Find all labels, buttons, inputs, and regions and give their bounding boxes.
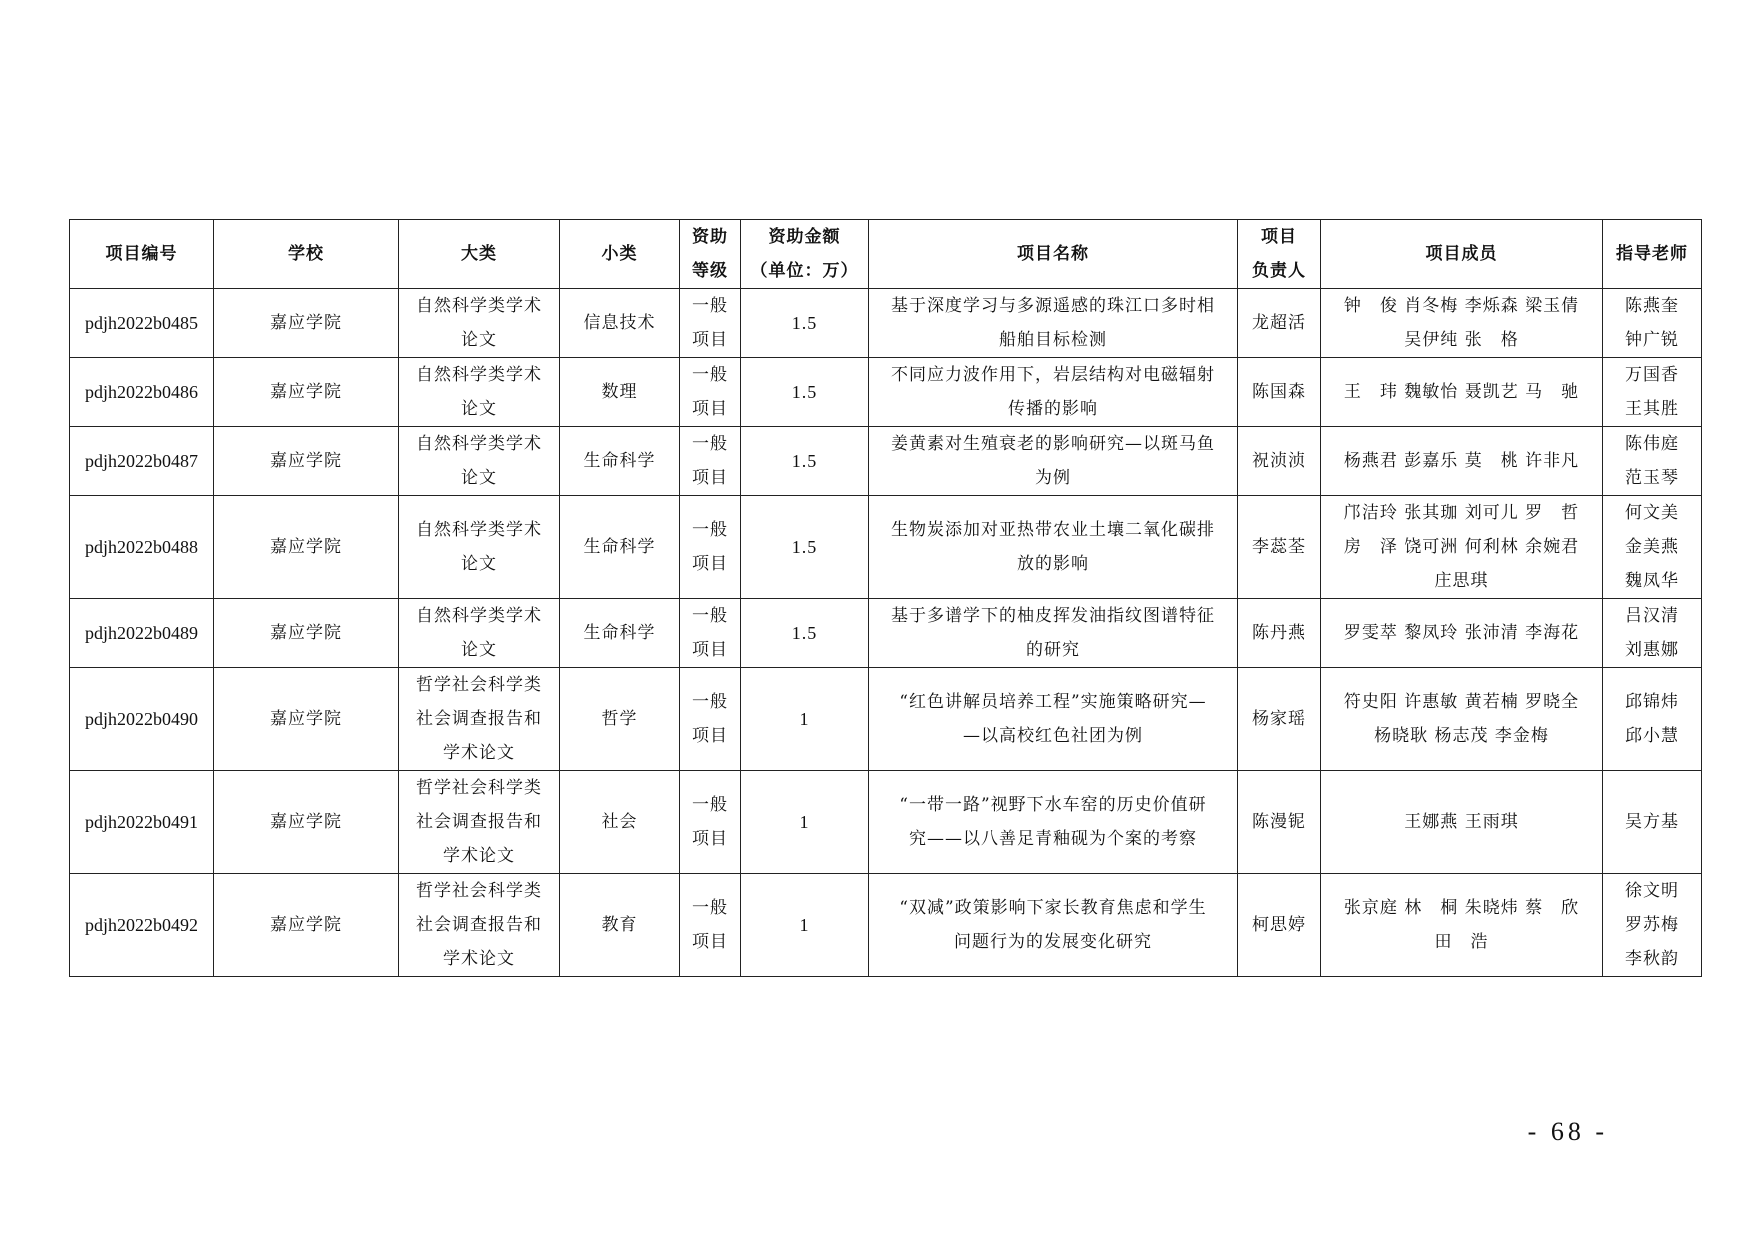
cell-title-line: —以高校红色社团为例: [963, 726, 1143, 746]
table-row: [70, 599, 1702, 668]
cell-category: [399, 599, 560, 668]
cell-category: [399, 427, 560, 496]
cell-title-line: “红色讲解员培养工程”实施策略研究—: [899, 692, 1207, 712]
cell-title-line: 传播的影响: [1008, 399, 1098, 419]
cell-school: 嘉应学院: [214, 358, 399, 427]
cell-subcategory: 数理: [560, 358, 680, 427]
cell-title: [869, 771, 1238, 874]
cell-members: [1321, 427, 1603, 496]
cell-level: [680, 289, 741, 358]
cell-category: [399, 874, 560, 977]
table-row: [70, 874, 1702, 977]
cell-title-line: 为例: [1035, 468, 1071, 488]
header-level-line: 资助: [692, 227, 728, 247]
cell-code: pdjh2022b0491: [70, 771, 214, 874]
cell-title-line: 基于深度学习与多源遥感的珠江口多时相: [891, 296, 1215, 316]
cell-title-line: “双减”政策影响下家长教育焦虑和学生: [899, 898, 1207, 918]
cell-title: [869, 496, 1238, 599]
cell-subcategory: 教育: [560, 874, 680, 977]
cell-leader: 陈国森: [1238, 358, 1321, 427]
cell-level-line: 一般: [692, 520, 728, 540]
cell-advisor-line: 刘惠娜: [1625, 640, 1679, 660]
cell-leader: 杨家瑶: [1238, 668, 1321, 771]
cell-level-line: 一般: [692, 692, 728, 712]
cell-level-line: 一般: [692, 898, 728, 918]
cell-category: [399, 771, 560, 874]
table-header-row: [70, 220, 1702, 289]
cell-members: [1321, 358, 1603, 427]
table-row: [70, 358, 1702, 427]
cell-members-line: 罗雯萃 黎凤玲 张沛清 李海花: [1343, 623, 1580, 643]
cell-title: [869, 289, 1238, 358]
cell-level: [680, 771, 741, 874]
cell-advisor: [1603, 874, 1702, 977]
cell-members-line: 杨晓耿 杨志茂 李金梅: [1374, 726, 1549, 746]
cell-title: [869, 358, 1238, 427]
cell-level-line: 项目: [692, 330, 728, 350]
cell-members-line: 吴伊纯 张 格: [1404, 330, 1519, 350]
cell-subcategory: 社会: [560, 771, 680, 874]
cell-school: 嘉应学院: [214, 874, 399, 977]
table-row: [70, 496, 1702, 599]
header-code: 项目编号: [70, 220, 214, 289]
table-row: [70, 668, 1702, 771]
cell-category-line: 哲学社会科学类: [416, 778, 542, 798]
project-table: [69, 219, 1702, 977]
cell-category-line: 自然科学类学术: [416, 434, 542, 454]
cell-level-line: 项目: [692, 399, 728, 419]
cell-category-line: 自然科学类学术: [416, 296, 542, 316]
cell-level-line: 项目: [692, 468, 728, 488]
cell-members: [1321, 496, 1603, 599]
header-school: 学校: [214, 220, 399, 289]
cell-members: [1321, 599, 1603, 668]
cell-members-line: 王 玮 魏敏怡 聂凯艺 马 驰: [1343, 382, 1580, 402]
table-row: [70, 427, 1702, 496]
cell-level-line: 一般: [692, 606, 728, 626]
cell-advisor-line: 范玉琴: [1625, 468, 1679, 488]
cell-advisor-line: 李秋韵: [1625, 949, 1679, 969]
cell-amount: 1.5: [741, 289, 869, 358]
cell-title-line: 基于多谱学下的柚皮挥发油指纹图谱特征: [891, 606, 1215, 626]
cell-amount: 1: [741, 874, 869, 977]
cell-advisor: [1603, 427, 1702, 496]
cell-category-line: 论文: [461, 468, 497, 488]
cell-category-line: 社会调查报告和: [416, 915, 542, 935]
header-advisor: 指导老师: [1603, 220, 1702, 289]
cell-level: [680, 496, 741, 599]
cell-level-line: 一般: [692, 365, 728, 385]
header-level: [680, 220, 741, 289]
cell-subcategory: 哲学: [560, 668, 680, 771]
cell-title-line: 不同应力波作用下，岩层结构对电磁辐射: [891, 365, 1215, 385]
cell-members-line: 杨燕君 彭嘉乐 莫 桃 许非凡: [1343, 451, 1580, 471]
cell-code: pdjh2022b0486: [70, 358, 214, 427]
cell-category-line: 自然科学类学术: [416, 365, 542, 385]
cell-members-line: 王娜燕 王雨琪: [1404, 812, 1519, 832]
cell-category-line: 自然科学类学术: [416, 606, 542, 626]
cell-title: [869, 874, 1238, 977]
table-row: [70, 771, 1702, 874]
cell-members-line: 张京庭 林 桐 朱晓炜 蔡 欣: [1343, 898, 1580, 918]
header-subcategory: 小类: [560, 220, 680, 289]
cell-title: [869, 668, 1238, 771]
cell-code: pdjh2022b0487: [70, 427, 214, 496]
cell-advisor-line: 魏凤华: [1625, 571, 1679, 591]
cell-leader: 龙超活: [1238, 289, 1321, 358]
cell-advisor: [1603, 771, 1702, 874]
header-members: 项目成员: [1321, 220, 1603, 289]
cell-school: 嘉应学院: [214, 496, 399, 599]
cell-members-line: 田 浩: [1434, 932, 1489, 952]
cell-level: [680, 599, 741, 668]
cell-level-line: 项目: [692, 640, 728, 660]
cell-category-line: 哲学社会科学类: [416, 881, 542, 901]
cell-code: pdjh2022b0488: [70, 496, 214, 599]
cell-title-line: 问题行为的发展变化研究: [954, 932, 1152, 952]
cell-level-line: 一般: [692, 296, 728, 316]
cell-level-line: 一般: [692, 434, 728, 454]
header-leader-line: 项目: [1261, 227, 1297, 247]
cell-school: 嘉应学院: [214, 771, 399, 874]
cell-advisor-line: 吕汉清: [1625, 606, 1679, 626]
cell-amount: 1.5: [741, 427, 869, 496]
cell-title-line: 的研究: [1026, 640, 1080, 660]
cell-members: [1321, 874, 1603, 977]
cell-category: [399, 668, 560, 771]
cell-category-line: 哲学社会科学类: [416, 675, 542, 695]
cell-advisor-line: 王其胜: [1625, 399, 1679, 419]
cell-title-line: 船舶目标检测: [999, 330, 1107, 350]
header-amount-line: 资助金额: [768, 227, 841, 247]
cell-members-line: 钟 俊 肖冬梅 李烁森 梁玉倩: [1343, 296, 1580, 316]
table-body: [70, 289, 1702, 977]
cell-members-line: 邝洁玲 张其珈 刘可儿 罗 哲: [1343, 503, 1580, 523]
cell-advisor: [1603, 358, 1702, 427]
header-title: 项目名称: [869, 220, 1238, 289]
cell-category-line: 论文: [461, 640, 497, 660]
cell-advisor-line: 邱小慧: [1625, 726, 1679, 746]
cell-category-line: 论文: [461, 399, 497, 419]
cell-advisor-line: 万国香: [1625, 365, 1679, 385]
cell-advisor: [1603, 668, 1702, 771]
cell-advisor-line: 何文美: [1625, 503, 1679, 523]
cell-level-line: 一般: [692, 795, 728, 815]
cell-amount: 1.5: [741, 358, 869, 427]
cell-level: [680, 668, 741, 771]
cell-members: [1321, 668, 1603, 771]
cell-amount: 1.5: [741, 599, 869, 668]
cell-advisor-line: 陈伟庭: [1625, 434, 1679, 454]
cell-leader: 柯思婷: [1238, 874, 1321, 977]
page-number: - 68 -: [1527, 1117, 1608, 1146]
cell-subcategory: 生命科学: [560, 496, 680, 599]
cell-level: [680, 358, 741, 427]
cell-subcategory: 信息技术: [560, 289, 680, 358]
cell-advisor-line: 钟广锐: [1625, 330, 1679, 350]
cell-advisor-line: 陈燕奎: [1625, 296, 1679, 316]
header-amount-line: （单位：万）: [750, 261, 859, 281]
table-row: [70, 289, 1702, 358]
cell-title: [869, 427, 1238, 496]
cell-subcategory: 生命科学: [560, 599, 680, 668]
cell-code: pdjh2022b0490: [70, 668, 214, 771]
cell-level-line: 项目: [692, 932, 728, 952]
cell-leader: 李蕊荃: [1238, 496, 1321, 599]
cell-category-line: 论文: [461, 330, 497, 350]
cell-category: [399, 289, 560, 358]
header-level-line: 等级: [692, 261, 728, 281]
cell-members-line: 庄思琪: [1434, 571, 1489, 591]
cell-title-line: 放的影响: [1017, 554, 1089, 574]
cell-advisor-line: 金美燕: [1625, 537, 1679, 557]
cell-school: 嘉应学院: [214, 427, 399, 496]
cell-category-line: 自然科学类学术: [416, 520, 542, 540]
cell-title-line: 生物炭添加对亚热带农业土壤二氧化碳排: [891, 520, 1215, 540]
cell-members: [1321, 289, 1603, 358]
cell-school: 嘉应学院: [214, 599, 399, 668]
cell-advisor-line: 吴方基: [1625, 812, 1679, 832]
cell-title: [869, 599, 1238, 668]
cell-advisor-line: 罗苏梅: [1625, 915, 1679, 935]
cell-code: pdjh2022b0489: [70, 599, 214, 668]
cell-title-line: 究——以八善足青釉砚为个案的考察: [909, 829, 1197, 849]
header-category: 大类: [399, 220, 560, 289]
header-leader: [1238, 220, 1321, 289]
cell-members-line: 房 泽 饶可洲 何利林 余婉君: [1343, 537, 1580, 557]
cell-level: [680, 874, 741, 977]
cell-leader: 陈丹燕: [1238, 599, 1321, 668]
cell-category-line: 学术论文: [443, 846, 515, 866]
cell-school: 嘉应学院: [214, 668, 399, 771]
cell-code: pdjh2022b0492: [70, 874, 214, 977]
header-amount: [741, 220, 869, 289]
cell-level-line: 项目: [692, 554, 728, 574]
cell-members-line: 符史阳 许惠敏 黄若楠 罗晓全: [1343, 692, 1580, 712]
cell-category-line: 论文: [461, 554, 497, 574]
cell-advisor-line: 徐文明: [1625, 881, 1679, 901]
cell-leader: 陈漫铌: [1238, 771, 1321, 874]
cell-subcategory: 生命科学: [560, 427, 680, 496]
cell-category-line: 学术论文: [443, 743, 515, 763]
cell-category: [399, 358, 560, 427]
cell-members: [1321, 771, 1603, 874]
cell-title-line: 姜黄素对生殖衰老的影响研究—以斑马鱼: [891, 434, 1215, 454]
cell-leader: 祝浈浈: [1238, 427, 1321, 496]
cell-school: 嘉应学院: [214, 289, 399, 358]
cell-category: [399, 496, 560, 599]
cell-level-line: 项目: [692, 829, 728, 849]
cell-level-line: 项目: [692, 726, 728, 746]
cell-code: pdjh2022b0485: [70, 289, 214, 358]
cell-advisor: [1603, 599, 1702, 668]
cell-title-line: “一带一路”视野下水车窑的历史价值研: [899, 795, 1207, 815]
cell-advisor: [1603, 289, 1702, 358]
cell-amount: 1: [741, 771, 869, 874]
header-leader-line: 负责人: [1252, 261, 1306, 281]
cell-advisor: [1603, 496, 1702, 599]
cell-category-line: 社会调查报告和: [416, 709, 542, 729]
cell-category-line: 学术论文: [443, 949, 515, 969]
cell-amount: 1: [741, 668, 869, 771]
cell-advisor-line: 邱锦炜: [1625, 692, 1679, 712]
cell-level: [680, 427, 741, 496]
cell-amount: 1.5: [741, 496, 869, 599]
cell-category-line: 社会调查报告和: [416, 812, 542, 832]
